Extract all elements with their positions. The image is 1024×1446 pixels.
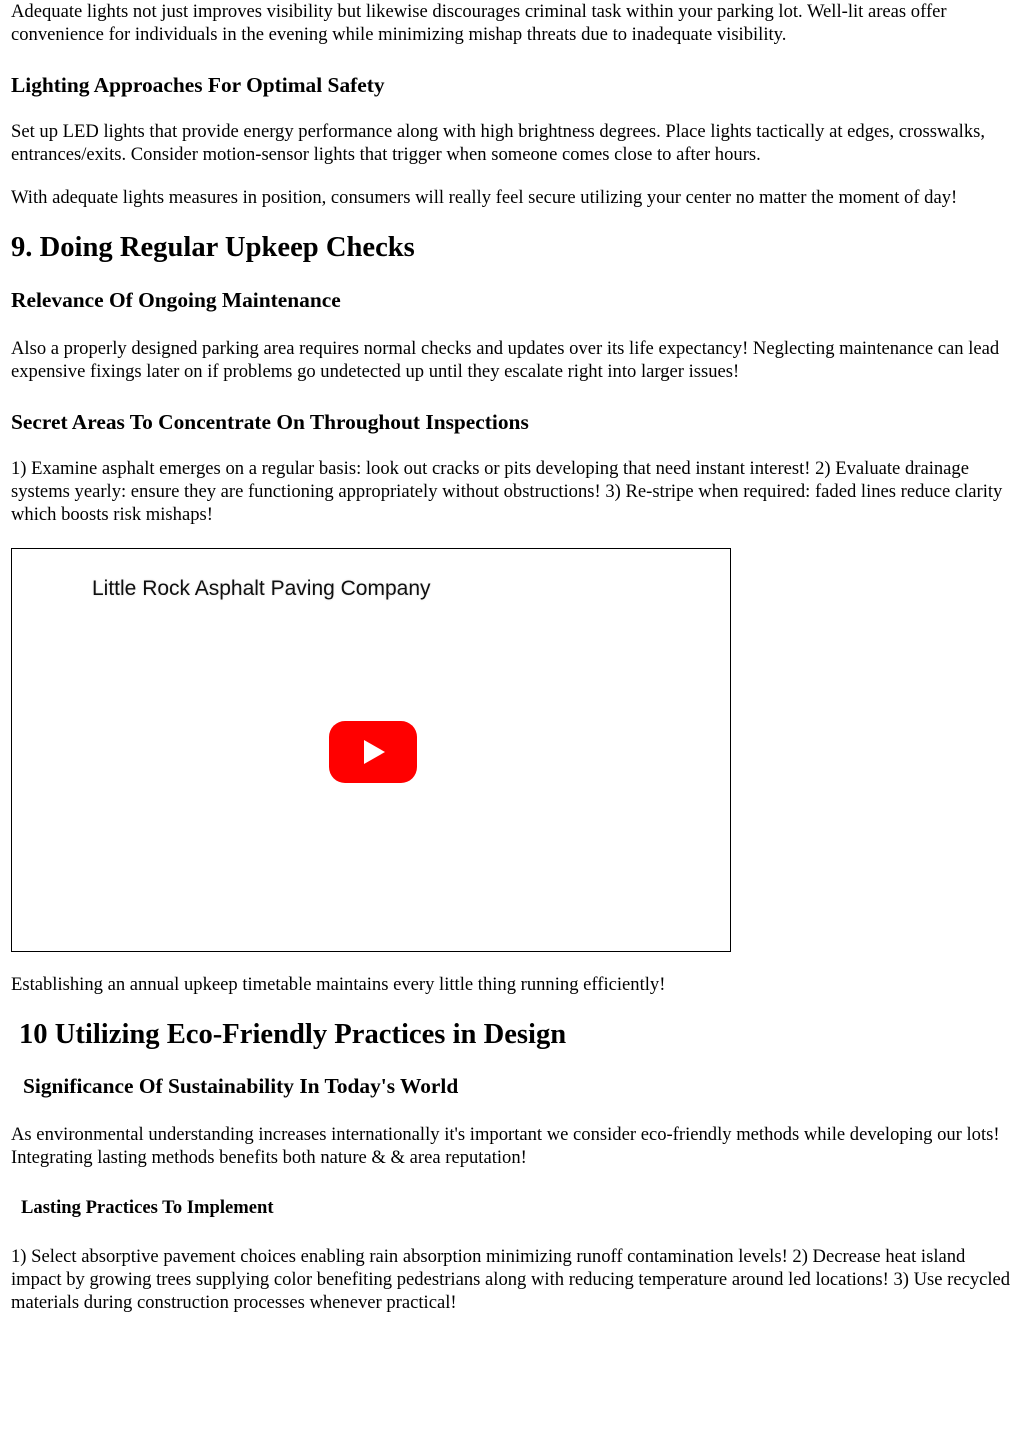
heading-upkeep-checks: 9. Doing Regular Upkeep Checks (11, 232, 415, 263)
youtube-play-icon[interactable] (329, 721, 417, 783)
paragraph-relevance: Also a properly designed parking area requires normal checks and updates over its life expectancy! Neglecting maintenance can lead expensive fixings later on if problems go undetected up until they escalate right into larger issues! (11, 338, 1000, 382)
paragraph-significance: As environmental understanding increases internationally it's important we consider eco-friendly methods while developing our lots! Integrating lasting methods benefits both nature & & area reputation! (11, 1124, 1000, 1168)
embedded-video[interactable] (11, 548, 731, 952)
paragraph-annual-timetable: Establishing an annual upkeep timetable maintains every little thing running efficiently! (11, 974, 666, 995)
heading-lighting-approaches: Lighting Approaches For Optimal Safety (11, 73, 385, 97)
paragraph-led: Set up LED lights that provide energy performance along with high brightness degrees. Place lights tactically at edges, crosswalks, entrances/exits. Consider motion-sensor lights that trigger when someone comes close to after hours. (11, 121, 986, 165)
heading-secret-areas: Secret Areas To Concentrate On Throughout Inspections (11, 410, 529, 434)
heading-lasting-practices: Lasting Practices To Implement (21, 1197, 274, 1218)
video-title[interactable]: Little Rock Asphalt Paving Company (92, 577, 431, 600)
heading-eco-friendly: 10 Utilizing Eco-Friendly Practices in Design (19, 1019, 567, 1050)
paragraph-secret-areas: 1) Examine asphalt emerges on a regular basis: look out cracks or pits developing that need instant interest! 2) Evaluate drainage systems yearly: ensure they are functioning appropriately without obstructions! 3) Re-stripe when required: faded lines reduce clarity which boosts risk mishaps! (11, 458, 1003, 525)
heading-significance-sustainability: Significance Of Sustainability In Today's World (23, 1074, 459, 1098)
heading-relevance-maintenance: Relevance Of Ongoing Maintenance (11, 288, 341, 312)
paragraph-lasting-practices: 1) Select absorptive pavement choices enabling rain absorption minimizing runoff contamination levels! 2) Decrease heat island impact by growing trees supplying color benefiting pedestrians along with reducing temperature around led locations! 3) Use recycled materials during construction processes whenever practical! (11, 1246, 1011, 1313)
paragraph-adequate-lights: With adequate lights measures in position, consumers will really feel secure utilizing your center no matter the moment of day! (11, 187, 958, 208)
paragraph-lighting-intro: Adequate lights not just improves visibility but likewise discourages criminal task within your parking lot. Well-lit areas offer convenience for individuals in the evening while minimizing mishap threats due to inadequate visibility. (11, 1, 947, 45)
